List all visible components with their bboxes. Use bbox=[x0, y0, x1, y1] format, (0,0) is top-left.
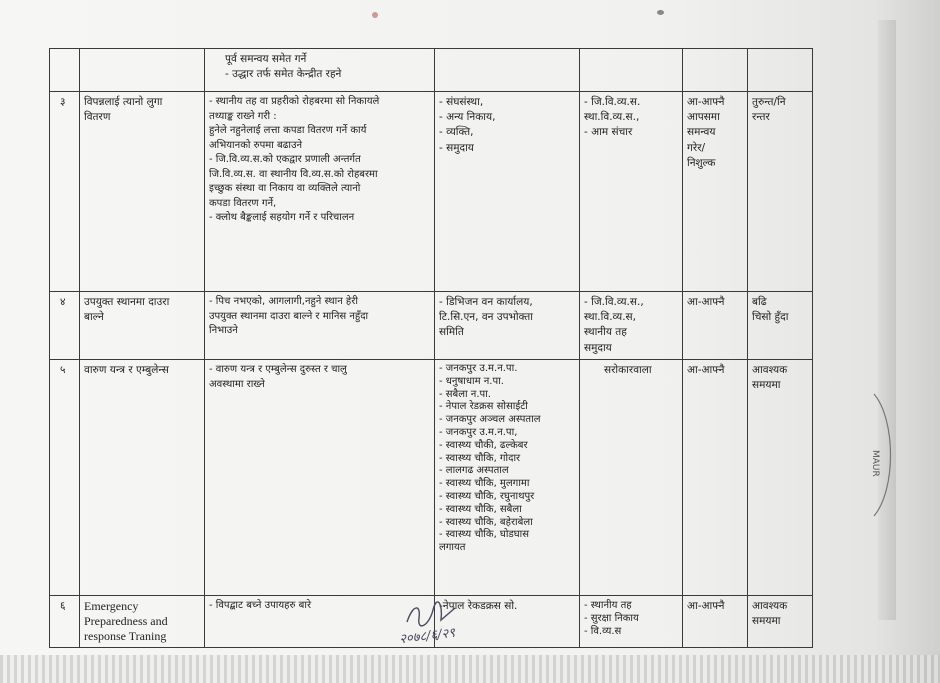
cell-support bbox=[435, 292, 580, 360]
cell-sn: ५ bbox=[50, 360, 80, 596]
text-line: - स्वास्थ्य चौकि, घोडघास bbox=[439, 529, 530, 541]
cell-budget bbox=[683, 596, 748, 648]
text-line: निभाउने bbox=[209, 325, 238, 336]
text-line: विपन्नलाई त्यानो लुगा bbox=[84, 96, 163, 108]
text-line: - जनकपुर अञ्चल अस्पताल bbox=[439, 414, 541, 426]
scan-bottom-noise bbox=[0, 655, 940, 683]
text-line: - वि.व्य.स bbox=[584, 626, 622, 637]
text-line: -नेपाल रेकडक्रस सो. bbox=[439, 600, 518, 612]
text-line: अवस्थामा राख्ने bbox=[209, 378, 265, 390]
cell-support bbox=[435, 49, 580, 92]
cell-timeline bbox=[748, 596, 813, 648]
text-line: - जि.वि.व्य.स. bbox=[584, 96, 641, 108]
text-line: - स्थानीय तह bbox=[584, 600, 632, 611]
text-line: निशुल्क bbox=[687, 156, 716, 169]
text-line: कपडा वितरण गर्ने, bbox=[209, 197, 277, 209]
text-line: स्था.वि.व्य.स, bbox=[584, 311, 636, 324]
text-line: - अन्य निकाय, bbox=[439, 111, 496, 124]
cell-activity bbox=[80, 360, 205, 596]
text-line: समयमा bbox=[752, 379, 781, 392]
cell-actions bbox=[205, 49, 435, 92]
cell-responsible bbox=[580, 596, 683, 648]
text-line: तुरुन्त/नि bbox=[752, 96, 786, 108]
text-line: - स्वास्थ्य चौकि, मुलगामा bbox=[439, 478, 530, 490]
text-line: - विपद्बाट बच्ने उपायहरु बारे bbox=[209, 600, 312, 611]
text-line: - नेपाल रेडक्रस सोसाईटी bbox=[439, 401, 528, 413]
text-line: Emergency bbox=[84, 599, 139, 613]
text-line: आवश्यक bbox=[752, 364, 788, 376]
text-line: तथ्याङ्क राख्ने गरी : bbox=[209, 110, 277, 122]
cell-responsible bbox=[580, 92, 683, 292]
cell-timeline bbox=[748, 92, 813, 292]
text-line: गरेर/ bbox=[687, 141, 706, 154]
text-line: - धनुषाधाम न.पा. bbox=[439, 375, 504, 387]
text-line: - समुदाय bbox=[439, 141, 474, 154]
text-line: लगायत bbox=[439, 542, 466, 554]
text-line: - स्वास्थ्य चौकी, ढल्केबर bbox=[439, 439, 528, 451]
text-line: response Traning bbox=[84, 629, 167, 643]
scan-speck bbox=[657, 10, 664, 15]
text-line: अभियानको रुपमा बढाउने bbox=[209, 139, 303, 151]
text-line: आ-आफ्नै bbox=[687, 96, 725, 108]
table-row-header bbox=[50, 49, 813, 92]
signature-date: २०७८/६/२९ bbox=[398, 625, 456, 648]
cell-support bbox=[435, 92, 580, 292]
cell-activity bbox=[80, 596, 205, 648]
text-line: टि.सि.एन, वन उपभोक्ता bbox=[439, 311, 533, 324]
text-line: आ-आफ्नै bbox=[687, 296, 725, 308]
cell-budget bbox=[683, 292, 748, 360]
cell-activity bbox=[80, 292, 205, 360]
text-line: उपयुक्त स्थानमा दाउरा बाल्ने र मानिस नहुँदा bbox=[209, 310, 369, 322]
cell-actions bbox=[205, 92, 435, 292]
text-line: - पिच नभएको, आगलागी,नहुने स्थान हेरी bbox=[209, 296, 358, 307]
text-line: - वारुण यन्त्र र एम्बुलेन्स दुरुस्त र चालु bbox=[209, 364, 347, 375]
text-line: समन्वय bbox=[687, 126, 716, 139]
text-line: - लालगढ अस्पताल bbox=[439, 465, 509, 477]
cell-support bbox=[435, 360, 580, 596]
cell-sn bbox=[50, 49, 80, 92]
table-row bbox=[50, 92, 813, 292]
text-line: वारुण यन्त्र र एम्बुलेन्स bbox=[84, 364, 169, 376]
cell-sn: ३ bbox=[50, 92, 80, 292]
text-line: सरोकारवाला bbox=[604, 364, 652, 376]
text-line: - जि.वि.व्य.स.को एकद्वार प्रणाली अन्तर्गत bbox=[209, 154, 361, 165]
text-line: - स्वास्थ्य चौकि, सबैला bbox=[439, 503, 522, 515]
action-plan-table bbox=[49, 48, 813, 648]
text-line: आवश्यक bbox=[752, 600, 788, 612]
text-line: - जनकपुर उ.म.न.पा. bbox=[439, 363, 518, 374]
table-row bbox=[50, 292, 813, 360]
cell-activity bbox=[80, 49, 205, 92]
text-line: - जि.वि.व्य.स., bbox=[584, 296, 644, 308]
text-line: जि.वि.व्य.स. वा स्थानीय वि.व्य.स.को रोहबरमा bbox=[209, 168, 378, 180]
cell-actions bbox=[205, 292, 435, 360]
text-line: बाल्ने bbox=[84, 311, 104, 324]
text-line: Preparedness and bbox=[84, 614, 168, 628]
text-line: समिति bbox=[439, 326, 464, 339]
handwritten-signature bbox=[395, 600, 535, 655]
text-line: - स्वास्थ्य चौकि, बहेराबेला bbox=[439, 516, 533, 528]
text-line: - व्यक्ति, bbox=[439, 126, 474, 139]
text-line: - क्लोथ बैङ्कलाई सहयोग गर्ने र परिचालन bbox=[209, 212, 355, 223]
text-line: - संघसंस्था, bbox=[439, 96, 484, 108]
text-line: आपसमा bbox=[687, 111, 720, 124]
text-line: - स्थानीय तह वा प्रहरीको रोहबरमा सो निकायले bbox=[209, 96, 380, 107]
cell-sn: ६ bbox=[50, 596, 80, 648]
text-line: - उद्धार तर्फ समेत केन्द्रीत रहने bbox=[225, 68, 342, 81]
cell-budget bbox=[683, 360, 748, 596]
text-line: - जनकपुर उ.म.न.पा, bbox=[439, 426, 518, 438]
cell-budget bbox=[683, 92, 748, 292]
cell-responsible bbox=[580, 360, 683, 596]
text-line: इच्छुक संस्था वा निकाय वा व्यक्तिले त्यानो bbox=[209, 183, 361, 194]
text-line: समुदाय bbox=[584, 341, 612, 354]
stamp-text: MAUR bbox=[870, 450, 880, 477]
text-line: वितरण bbox=[84, 111, 111, 124]
text-line: - सबैला न.पा. bbox=[439, 388, 491, 400]
cell-timeline bbox=[748, 360, 813, 596]
cell-sn: ४ bbox=[50, 292, 80, 360]
text-line: - स्वास्थ्य चौकि, गोदार bbox=[439, 452, 521, 464]
cell-responsible bbox=[580, 292, 683, 360]
scan-speck bbox=[372, 12, 378, 18]
text-line: उपयुक्त स्थानमा दाउरा bbox=[84, 296, 170, 308]
text-line: स्थानीय तह bbox=[584, 326, 627, 339]
text-line: समयमा bbox=[752, 615, 781, 628]
text-line: - स्वास्थ्य चौकि, रघुनाथपुर bbox=[439, 490, 535, 502]
text-line: - सुरक्षा निकाय bbox=[584, 613, 639, 624]
text-line: बढि bbox=[752, 296, 767, 308]
cell-timeline bbox=[748, 292, 813, 360]
text-line: - डिभिजन वन कार्यालय, bbox=[439, 296, 533, 308]
text-line: रन्तर bbox=[752, 111, 770, 124]
scan-edge-shadow bbox=[878, 20, 896, 620]
text-line: स्था.वि.व्य.स., bbox=[584, 111, 640, 124]
cell-timeline bbox=[748, 49, 813, 92]
cell-actions bbox=[205, 360, 435, 596]
cell-budget bbox=[683, 49, 748, 92]
text-line: पूर्व समन्वय समेत गर्ने bbox=[225, 53, 307, 65]
stamp bbox=[870, 390, 900, 520]
text-line: आ-आफ्नै bbox=[687, 364, 725, 376]
cell-activity bbox=[80, 92, 205, 292]
text-line: चिसो हुँदा bbox=[752, 311, 789, 324]
text-line: हुनेले नहुनेलाई लत्ता कपडा वितरण गर्ने कार्य bbox=[209, 125, 367, 136]
text-line: - आम संचार bbox=[584, 126, 633, 139]
table-row bbox=[50, 360, 813, 596]
cell-responsible bbox=[580, 49, 683, 92]
text-line: आ-आफ्नै bbox=[687, 600, 725, 612]
